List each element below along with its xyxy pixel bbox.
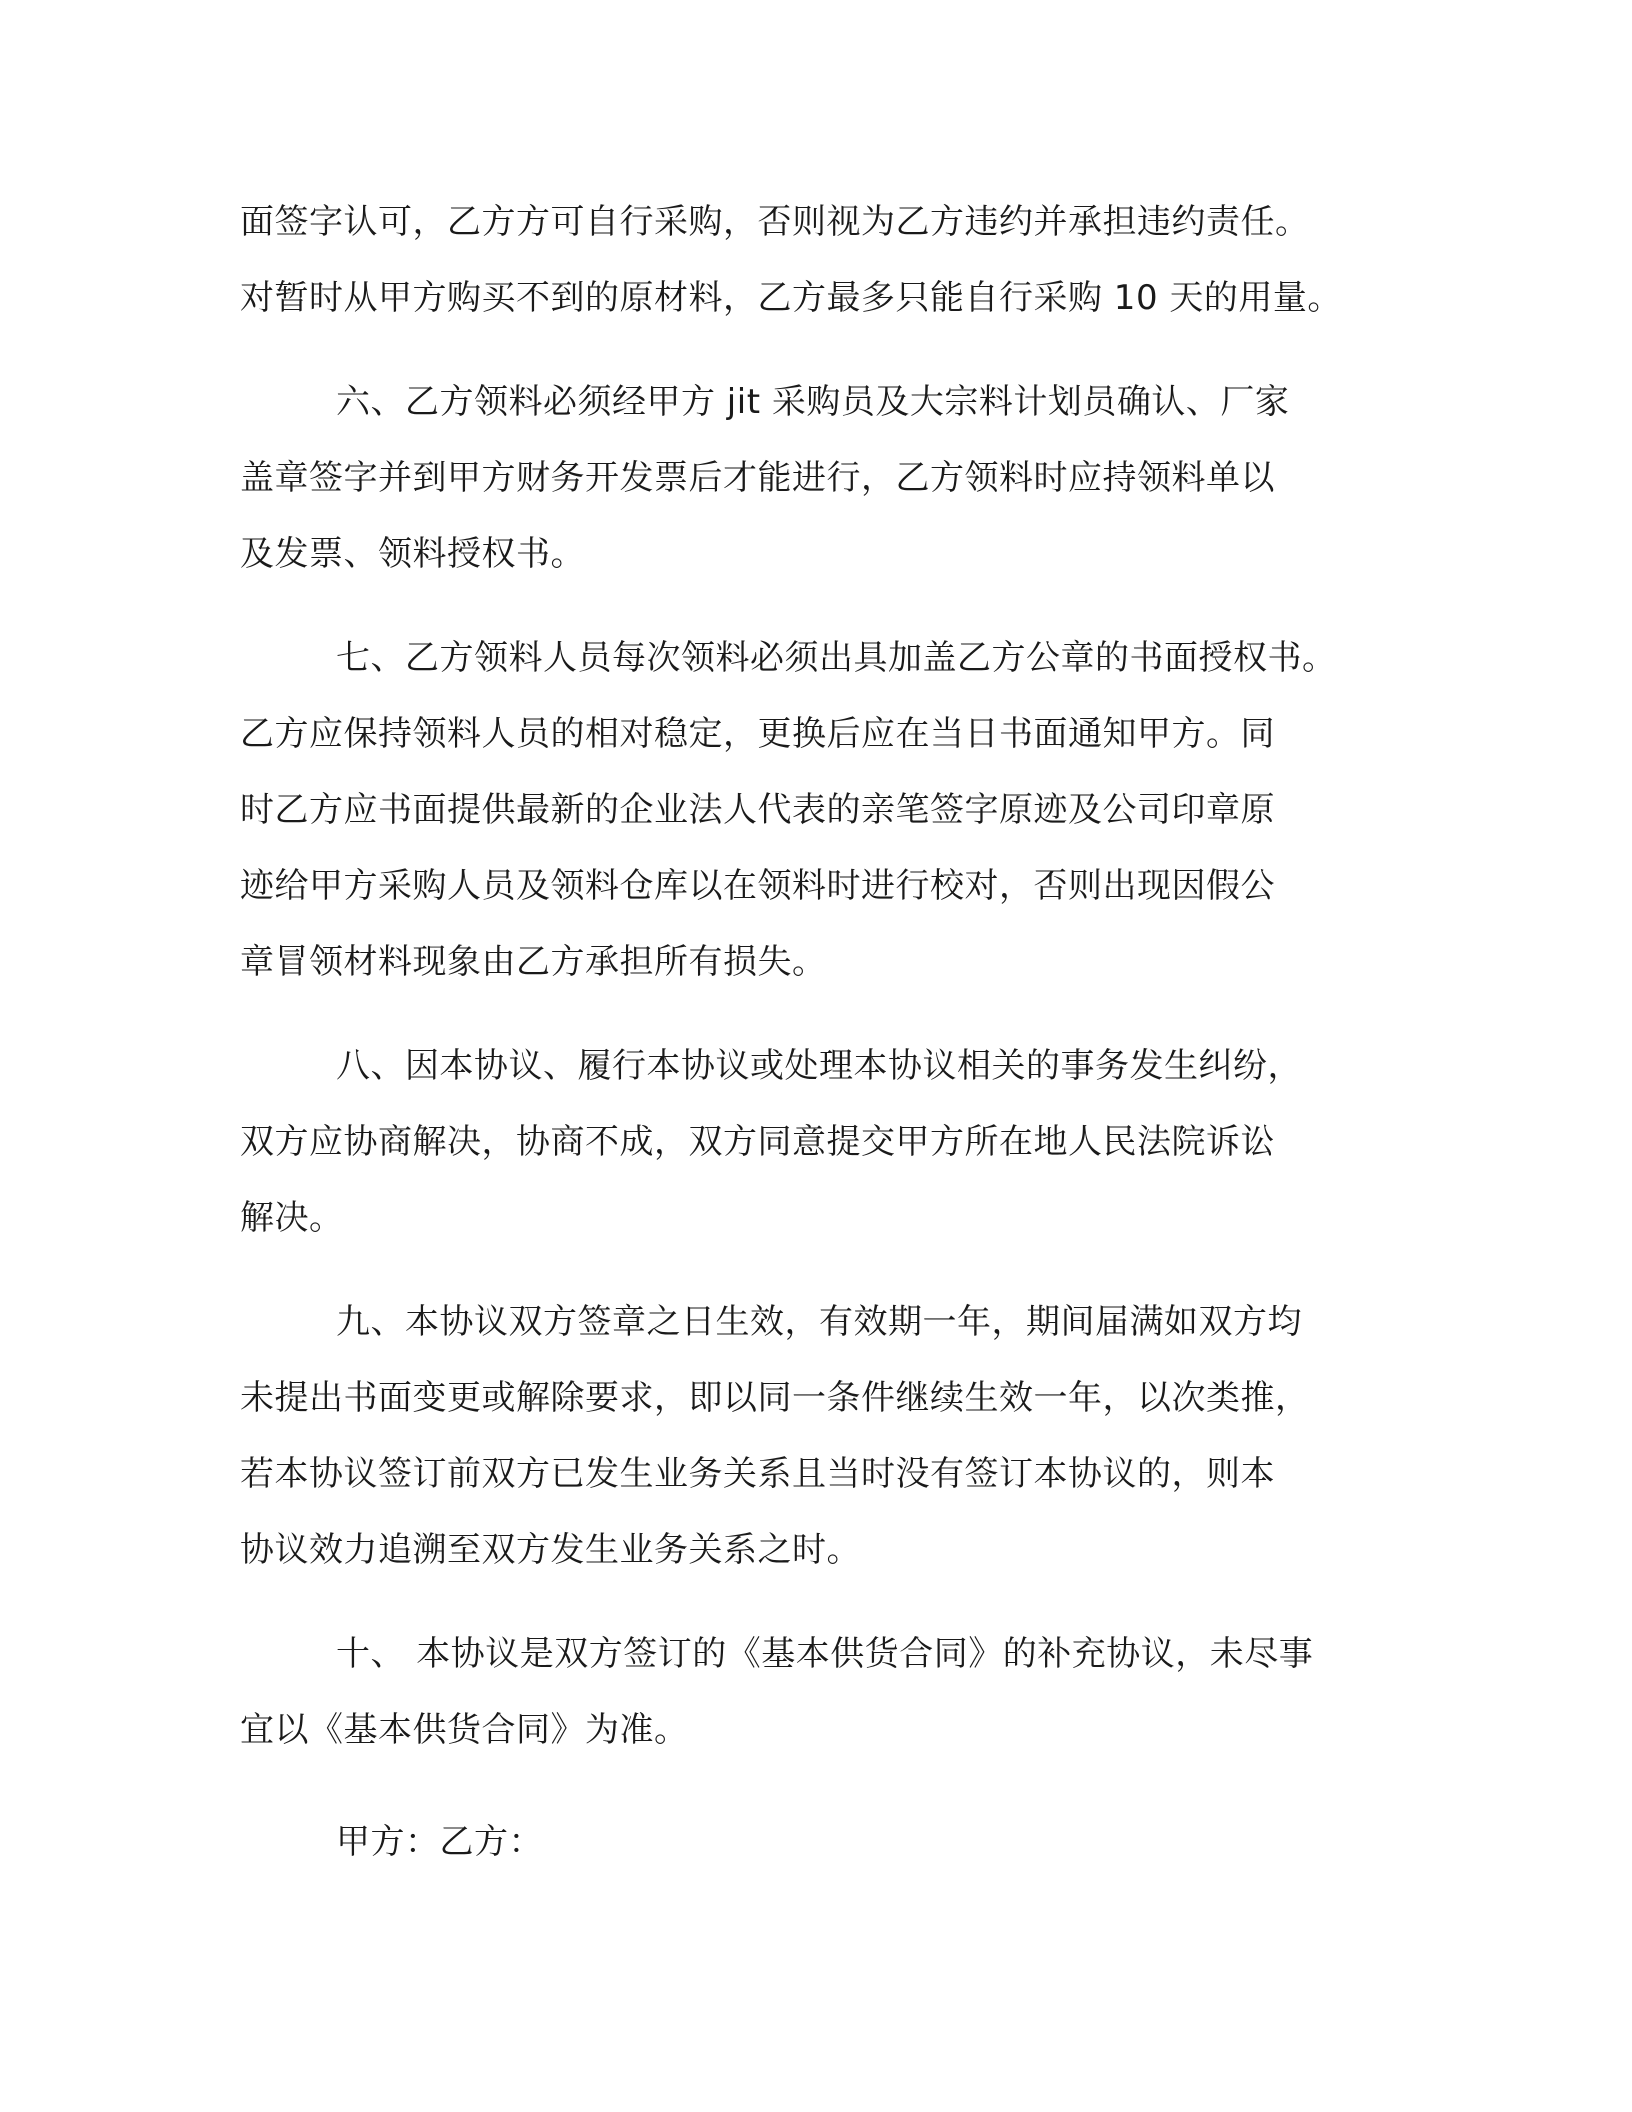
text-line: 双方应协商解决，协商不成，双方同意提交甲方所在地人民法院诉讼 [240, 1122, 1275, 1162]
text-line: 章冒领材料现象由乙方承担所有损失。 [240, 942, 827, 982]
text-line: 协议效力追溯至双方发生业务关系之时。 [240, 1530, 861, 1570]
text-line: 解决。 [240, 1198, 344, 1238]
clause-heading-line: 六、乙方领料必须经甲方 jit 采购员及大宗料计划员确认、厂家 [336, 382, 1290, 422]
clause-eight [240, 1028, 1410, 1256]
clause-ten [240, 1616, 1410, 1768]
text-line: 迹给甲方采购人员及领料仓库以在领料时进行校对，否则出现因假公 [240, 866, 1275, 906]
continuation-paragraph [240, 184, 1410, 336]
text-line: 未提出书面变更或解除要求，即以同一条件继续生效一年，以次类推， [240, 1378, 1310, 1418]
document-body [240, 184, 1410, 1880]
clause-six [240, 364, 1410, 592]
clause-heading-line: 九、本协议双方签章之日生效，有效期一年，期间届满如双方均 [336, 1302, 1302, 1342]
clause-heading-line: 七、乙方领料人员每次领料必须出具加盖乙方公章的书面授权书。 [336, 638, 1337, 678]
text-line: 乙方应保持领料人员的相对稳定，更换后应在当日书面通知甲方。同 [240, 714, 1275, 754]
text-line: 对暂时从甲方购买不到的原材料，乙方最多只能自行采购 10 天的用量。 [240, 278, 1342, 318]
text-line: 盖章签字并到甲方财务开发票后才能进行，乙方领料时应持领料单以 [240, 458, 1275, 498]
text-line: 若本协议签订前双方已发生业务关系且当时没有签订本协议的，则本 [240, 1454, 1275, 1494]
clause-heading-line: 十、 本协议是双方签订的《基本供货合同》的补充协议，未尽事 [336, 1634, 1314, 1674]
text-line: 面签字认可，乙方方可自行采购，否则视为乙方违约并承担违约责任。 [240, 202, 1310, 242]
signature-line: 甲方：乙方： [336, 1822, 543, 1862]
clause-heading-line: 八、因本协议、履行本协议或处理本协议相关的事务发生纠纷， [336, 1046, 1302, 1086]
signature-block [240, 1804, 1410, 1880]
text-line: 宜以《基本供货合同》为准。 [240, 1710, 689, 1750]
text-line: 时乙方应书面提供最新的企业法人代表的亲笔签字原迹及公司印章原 [240, 790, 1275, 830]
clause-nine [240, 1284, 1410, 1588]
text-line: 及发票、领料授权书。 [240, 534, 585, 574]
clause-seven [240, 620, 1410, 1000]
